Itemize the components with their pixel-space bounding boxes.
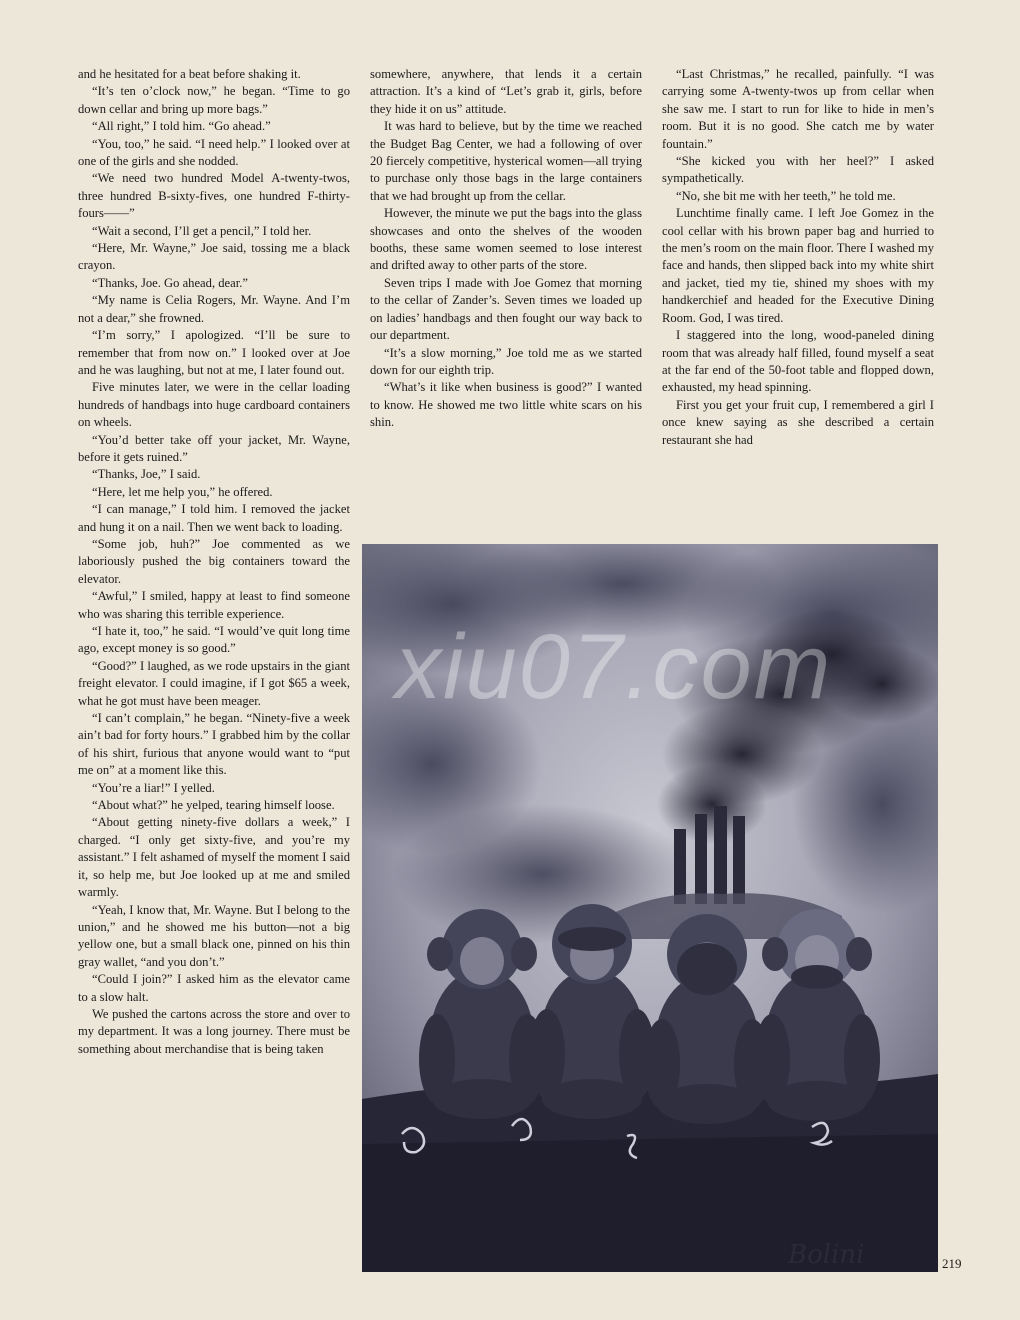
paragraph: “It’s a slow morning,” Joe told me as we started down for our eighth trip. [370, 345, 642, 377]
paragraph: Five minutes later, we were in the cellar loading hundreds of handbags into huge cardboard containers on wheels. [78, 380, 350, 430]
monkey-speak-no-evil [754, 909, 880, 1121]
paragraph: “Here, Mr. Wayne,” Joe said, tossing me a black crayon. [78, 241, 350, 273]
paragraph: “Thanks, Joe. Go ahead, dear.” [92, 275, 248, 290]
paragraph: “All right,” I told him. “Go ahead.” [92, 119, 271, 134]
paragraph: First you get your fruit cup, I remembered a girl I once knew saying as she described a certain restaurant she had [662, 397, 934, 447]
paragraph: Seven trips I made with Joe Gomez that morning to the cellar of Zander’s. Seven times we loaded up on ladies’ handbags and then fought our way back to our department. [370, 275, 642, 343]
artist-signature: Bolini [788, 1240, 865, 1270]
paragraph: It was hard to believe, but by the time we reached the Budget Bag Center, we had a following of over 20 fiercely competitive, hysterical women—all trying to purchase only those bags in the large containers that we had brought up from the cellar. [370, 119, 642, 203]
paragraph: “I hate it, too,” he said. “I would’ve quit long time ago, except money is so good.” [78, 624, 350, 656]
paragraph: “Wait a second, I’ll get a pencil,” I told her. [92, 223, 312, 238]
text-column-3 [662, 66, 934, 449]
paragraph: “I can manage,” I told him. I removed the jacket and hung it on a nail. Then we went back to loading. [78, 502, 350, 534]
watermark: xiu07.com [395, 616, 833, 718]
paragraph: “You, too,” he said. “I need help.” I looked over at one of the girls and she nodded. [78, 136, 350, 169]
smokestack [674, 829, 686, 904]
paragraph: “Good?” I laughed, as we rode upstairs in the giant freight elevator. I could imagine, if I got $65 a week, what he got must have been meager. [78, 658, 350, 708]
paragraph: “Some job, huh?” Joe commented as we laboriously pushed the big containers toward the elevator. [78, 536, 350, 586]
paragraph: “My name is Celia Rogers, Mr. Wayne. And I’m not a dear,” she frowned. [78, 293, 350, 325]
paragraph: “It’s ten o’clock now,” he began. “Time to go down cellar and bring up more bags.” [78, 84, 350, 116]
paragraph: “Here, let me help you,” he offered. [92, 484, 273, 499]
smokestack [733, 816, 745, 904]
paragraph: “She kicked you with her heel?” I asked sympathetically. [662, 154, 934, 186]
paragraph: “Thanks, Joe,” I said. [92, 467, 201, 482]
paragraph: “Last Christmas,” he recalled, painfully. “I was carrying some A-twenty-twos up from cellar when she saw me. I start to run for like to hide in men’s room. But it is no good. She catch me by water fountain.” [662, 67, 934, 151]
paragraph: Lunchtime finally came. I left Joe Gomez in the cool cellar with his brown paper bag and hurried to the men’s room on the main floor. There I washed my face and hands, then slipped back into my white shirt and jacket, tied my tie, shined my shoes with my handkerchief and headed for the Executive Dining Room. God, I was tired. [662, 206, 934, 325]
paragraph: and he hesitated for a beat before shaking it. [78, 67, 301, 81]
paragraph: “You’re a liar!” I yelled. [92, 780, 215, 795]
paragraph: somewhere, anywhere, that lends it a certain attraction. It’s a kind of “Let’s grab it, girls, before they hide it on us” attitude. [370, 67, 642, 116]
page-number: 219 [942, 1256, 962, 1271]
paragraph: “I’m sorry,” I apologized. “I’ll be sure to remember that from now on.” I looked over at Joe and he was laughing, but not at me, I later found out. [78, 328, 350, 377]
paragraph: “About what?” he yelped, tearing himself loose. [92, 798, 335, 813]
monkey-see-no-evil [419, 909, 545, 1119]
paragraph: “Could I join?” I asked him as the elevator came to a slow halt. [78, 972, 350, 1004]
paragraph: “I can’t complain,” he began. “Ninety-five a week ain’t bad for forty hours.” I grabbed him by the collar of his shirt, furious that anyone would want to “put me on” at a moment like this. [78, 711, 350, 778]
paragraph: “About getting ninety-five dollars a week,” I charged. “I only get sixty-five, and you’re my assistant.” I felt ashamed of myself the moment I said it, so help me, but Joe looked up at me and smiled warmly. [78, 815, 350, 900]
paragraph: We pushed the cartons across the store and over to my department. It was a long journey. There must be something about merchandise that is being taken [78, 1006, 350, 1056]
paragraph: “No, she bit me with her teeth,” he told me. [676, 188, 896, 203]
text-column-2 [370, 66, 642, 432]
paragraph: I staggered into the long, wood-paneled dining room that was already half filled, found myself a seat at the far end of the 50-foot table and flopped down, exhausted, my head spinning. [662, 328, 934, 395]
paragraph: “We need two hundred Model A-twenty-twos, three hundred B-sixty-fives, one hundred F-thirty-fours——” [78, 171, 350, 221]
paragraph: “What’s it like when business is good?” I wanted to know. He showed me two little white scars on his shin. [370, 380, 642, 430]
paragraph: “You’d better take off your jacket, Mr. Wayne, before it gets ruined.” [78, 432, 350, 464]
smokestack [695, 814, 707, 904]
paragraph: “Awful,” I smiled, happy at least to find someone who was sharing this terrible experience. [78, 589, 350, 621]
paragraph: However, the minute we put the bags into the glass showcases and onto the shelves of the wooden booths, these same women seemed to lose interest and drifted away to other parts of the store. [370, 206, 642, 273]
text-column-1 [78, 66, 350, 1058]
smokestack [714, 806, 727, 904]
paragraph: “Yeah, I know that, Mr. Wayne. But I belong to the union,” and he showed me his button—not a big yellow one, but a small black one, pinned on his thin gray wallet, “and you don’t.” [78, 902, 350, 969]
